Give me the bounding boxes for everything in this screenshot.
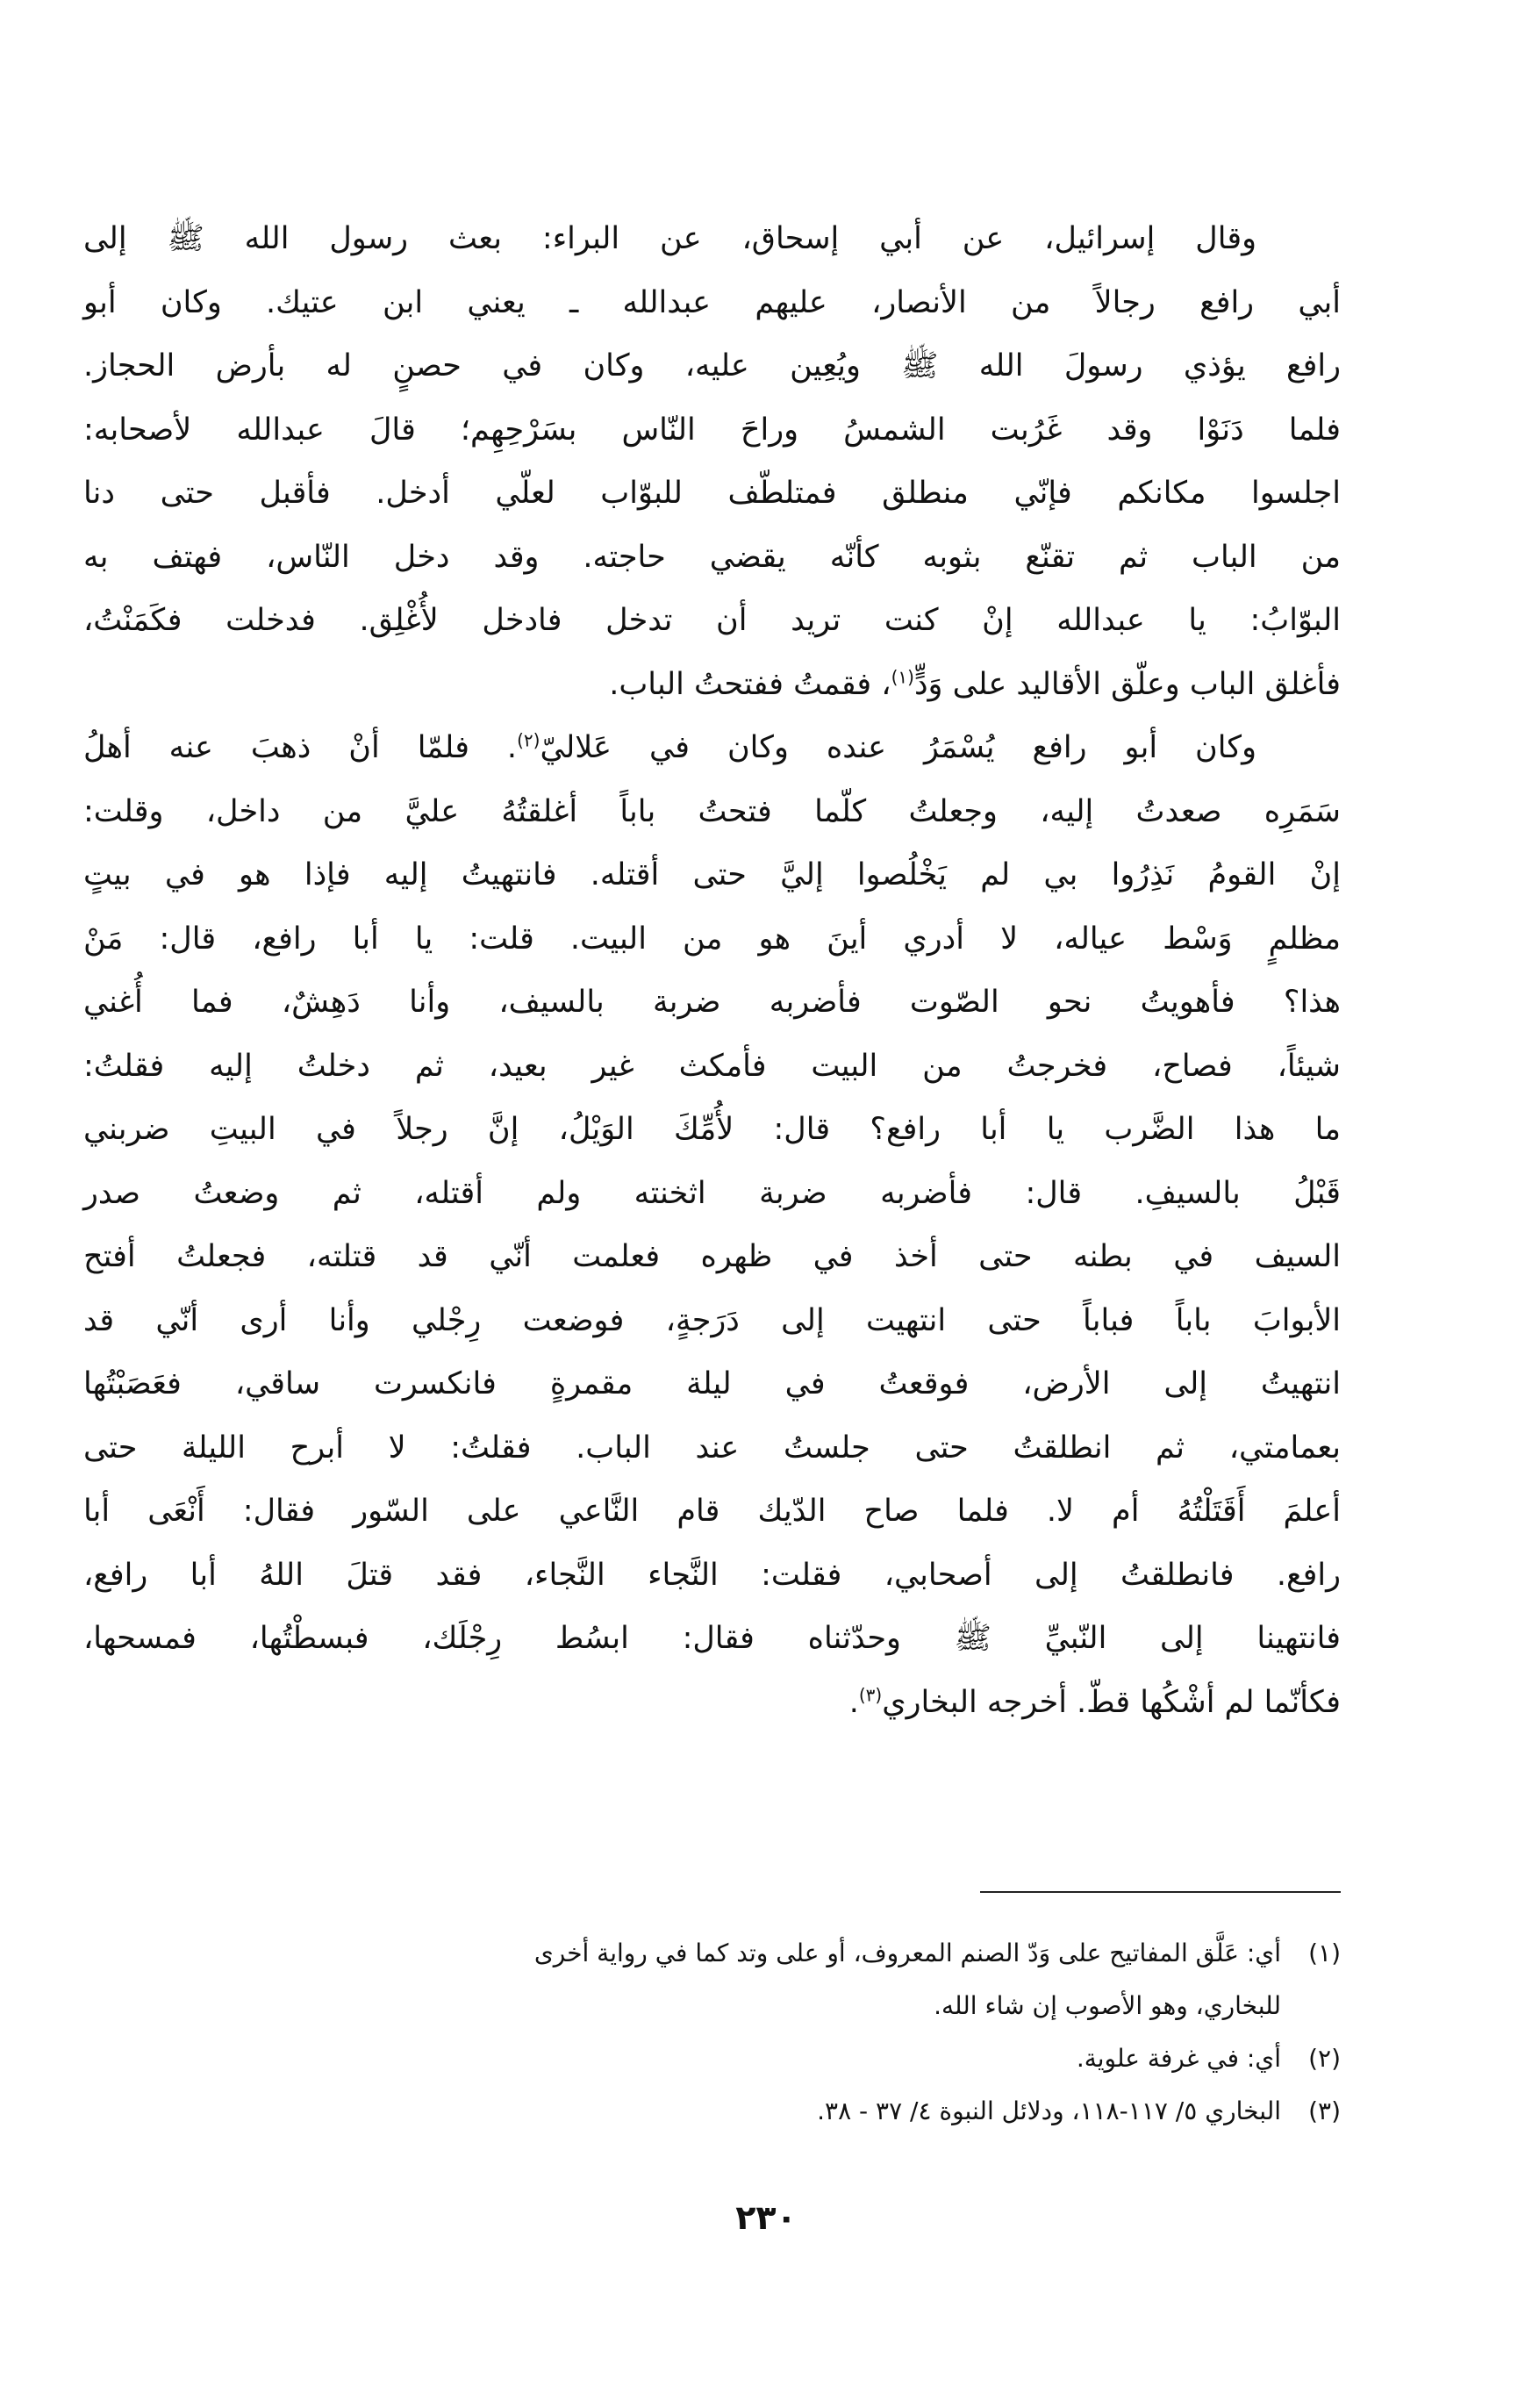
text-line — [83, 1289, 1341, 1353]
text-line — [83, 907, 1341, 971]
footnote-divider — [980, 1891, 1341, 1893]
text-segment: فانتهينا إلى النّبيِّ ﷺ وحدّثناه فقال: ابسُط رِجْلَك، فبسطْتُها، فمسحها، — [83, 1621, 1341, 1656]
footnote — [83, 2032, 1341, 2085]
text-segment: مظلمٍ وَسْط عياله، لا أدري أينَ هو من البيت. قلت: يا أبا رافع، قال: مَنْ — [83, 921, 1341, 957]
text-line — [83, 1225, 1341, 1289]
footnote-number: (٢) — [1308, 2044, 1341, 2073]
text-segment: رافع يؤذي رسولَ الله ﷺ ويُعِين عليه، وكان في حصنٍ له بأرض الحجاز. — [83, 348, 1341, 383]
text-segment: بعمامتي، ثم انطلقتُ حتى جلستُ عند الباب. فقلتُ: لا أبرح الليلة حتى — [83, 1430, 1341, 1466]
text-line — [83, 462, 1341, 526]
text-line — [83, 207, 1341, 271]
text-segment: شيئاً، فصاح، فخرجتُ من البيت فأمكث غير بعيد، ثم دخلتُ إليه فقلتُ: — [83, 1048, 1341, 1084]
text-line — [83, 843, 1341, 907]
text-line — [83, 716, 1341, 780]
footnote-text: أي: عَلَّق المفاتيح على وَدّ الصنم المعروف، أو على وتد كما في رواية أخرى — [533, 1939, 1281, 1967]
text-segment: أعلمَ أَقَتَلْتُهُ أم لا. فلما صاح الدّيك قام النَّاعي على السّور فقال: أَنْعَى أبا — [83, 1494, 1341, 1529]
footnote — [83, 1980, 1341, 2032]
text-line — [83, 526, 1341, 590]
text-line — [83, 1098, 1341, 1162]
text-segment: هذا؟ فأهويتُ نحو الصّوت فأضربه ضربة بالسيف، وأنا دَهِشٌ، فما أُغني — [83, 985, 1341, 1020]
text-segment: إنْ القومُ نَذِرُوا بي لم يَخْلُصوا إليَّ حتى أقتله. فانتهيتُ إليه فإذا هو في بيتٍ — [83, 857, 1341, 892]
text-line — [83, 334, 1341, 398]
text-segment: فأغلق الباب وعلّق الأقاليد على وَدٍّ — [913, 666, 1341, 702]
text-segment: ما هذا الضَّرب يا أبا رافع؟ قال: لأُمِّكَ الوَيْلُ، إنَّ رجلاً في البيتِ ضربني — [83, 1112, 1341, 1147]
page-number: ٢٣٠ — [735, 2198, 797, 2237]
text-segment: انتهيتُ إلى الأرض، فوقعتُ في ليلة مقمرةٍ فانكسرت ساقي، فعَصَبْتُها — [83, 1366, 1341, 1401]
text-line — [83, 971, 1341, 1035]
text-line — [83, 780, 1341, 844]
text-line — [83, 1416, 1341, 1480]
text-segment: قَبْلُ بالسيفِ. قال: فأضربه ضربة اثخنته ولم أقتله، ثم وضعتُ صدر — [83, 1175, 1341, 1211]
text-segment: البوّابُ: يا عبدالله إنْ كنت تريد أن تدخل فادخل لأُغْلِق. فدخلت فكَمَنْتُ، — [83, 603, 1341, 638]
footnote-ref[interactable]: (٣) — [858, 1683, 883, 1705]
text-line — [83, 1544, 1341, 1608]
text-line — [83, 1671, 1341, 1735]
text-line — [83, 653, 1341, 717]
main-text — [83, 207, 1341, 1734]
text-segment: سَمَرِه صعدتُ إليه، وجعلتُ كلّما فتحتُ باباً أغلقتُهُ عليَّ من داخل، وقلت: — [83, 793, 1341, 829]
text-segment: ، فقمتُ ففتحتُ الباب. — [609, 666, 891, 702]
text-segment: الأبوابَ باباً فباباً حتى انتهيت إلى دَرَجةٍ، فوضعت رِجْلي وأنا أرى أنّي قد — [83, 1302, 1341, 1338]
footnote-number: (٣) — [1308, 2096, 1341, 2125]
footnote-ref[interactable]: (١) — [891, 665, 914, 687]
text-segment: فلما دَنَوْا وقد غَرُبت الشمسُ وراحَ النّاس بسَرْحِهِم؛ قالَ عبدالله لأصحابه: — [83, 412, 1341, 448]
footnotes — [83, 1927, 1341, 2138]
text-segment: اجلسوا مكانكم فإنّي منطلق فمتلطّف للبوّاب لعلّي أدخل. فأقبل حتى دنا — [83, 476, 1341, 511]
footnote-text: للبخاري، وهو الأصوب إن شاء الله. — [934, 1991, 1281, 2020]
footnote-text: أي: في غرفة علوية. — [1076, 2044, 1281, 2073]
footnote-text: البخاري ٥/ ١١٧-١١٨، ودلائل النبوة ٤/ ٣٧ - ٣٨. — [817, 2096, 1281, 2125]
text-segment: وكان أبو رافع يُسْمَرُ عنده وكان في عَلاليّ — [540, 730, 1256, 765]
text-line — [83, 271, 1341, 335]
text-line — [83, 1035, 1341, 1099]
footnote-number: (١) — [1308, 1939, 1341, 1967]
text-segment: رافع. فانطلقتُ إلى أصحابي، فقلت: النَّجاء النَّجاء، فقد قتلَ اللهُ أبا رافع، — [83, 1557, 1341, 1593]
footnote — [83, 2085, 1341, 2138]
text-segment: . — [848, 1684, 859, 1720]
text-segment: السيف في بطنه حتى أخذ في ظهره فعلمت أنّي قد قتلته، فجعلتُ أفتح — [83, 1239, 1341, 1274]
footnote — [83, 1927, 1341, 1980]
text-line — [83, 1607, 1341, 1671]
text-line — [83, 1352, 1341, 1416]
text-line — [83, 398, 1341, 462]
text-segment: من الباب ثم تقنّع بثوبه كأنّه يقضي حاجته. وقد دخل النّاس، فهتف به — [83, 539, 1341, 575]
text-line — [83, 589, 1341, 653]
text-segment: فكأنّما لم أشْكُها قطّ. أخرجه البخاري — [882, 1684, 1341, 1720]
text-segment: وقال إسرائيل، عن أبي إسحاق، عن البراء: بعث رسول الله ﷺ إلى — [83, 221, 1256, 256]
text-segment: أبي رافع رجالاً من الأنصار، عليهم عبدالله ـ يعني ابن عتيك. وكان أبو — [83, 284, 1341, 320]
footnote-ref[interactable]: (٢) — [517, 729, 540, 751]
text-line — [83, 1162, 1341, 1226]
text-line — [83, 1480, 1341, 1544]
text-segment: . فلمّا أنْ ذهبَ عنه أهلُ — [83, 730, 518, 765]
